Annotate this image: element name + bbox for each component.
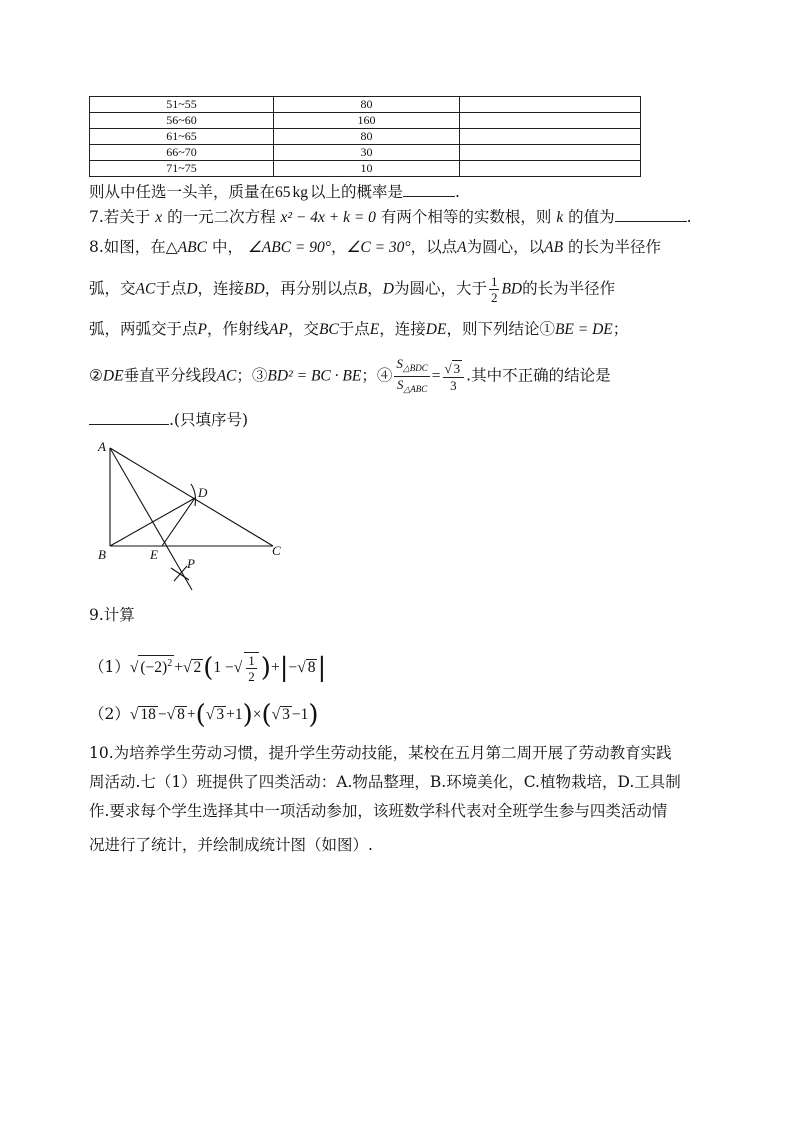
q8-line-1: 8.如图，在△ABC 中， ∠ABC = 90°，∠C = 30°，以点A为圆心，以AB 的长为半径作 <box>89 238 662 256</box>
area-ratio-fraction: $\frac{S_{\triangle BDC}}{S_{\triangle ABC}}$ <box>396 356 428 394</box>
table-row <box>90 113 641 129</box>
table-cell-range: 61~65 <box>90 129 274 145</box>
q10-line-2: 周活动.七（1）班提供了四类活动：A.物品整理，B.环境美化，C.植物栽培，D.工具制 <box>89 773 681 791</box>
weight-frequency-table <box>89 96 641 177</box>
q10-line-1: 10.为培养学生劳动习惯，提升学生劳动技能，某校在五月第二周开展了劳动教育实践 <box>89 744 672 762</box>
table-cell-count: 80 <box>274 129 460 145</box>
table-cell-extra <box>460 145 641 161</box>
answer-blank <box>615 205 687 222</box>
q10-line-4: 况进行了统计，并绘制成统计图（如图）. <box>89 836 373 854</box>
q8-line-2: 弧，交AC于点D，连接BD，再分别以点B，D为圆心，大于 $\frac{1}{2}$ BD的长为半径作 <box>89 274 616 305</box>
table-cell-extra <box>460 113 641 129</box>
segment-AC <box>110 448 273 546</box>
label-B: B <box>98 547 106 562</box>
label-C: C <box>272 543 281 558</box>
q7-text: 7.若关于 x 的一元二次方程 x² − 4x + k = 0 有两个相等的实数根，则 k 的值为 . <box>89 205 692 229</box>
table-row <box>90 161 641 177</box>
q9-part-2: （2）√ 18 −√ 8 +(√ 3 +1)×(√ 3 −1) <box>89 700 319 730</box>
table-cell-range: 51~55 <box>90 97 274 113</box>
label-P: P <box>187 556 195 571</box>
label-A: A <box>98 439 106 454</box>
q10-line-3: 作.要求每个学生选择其中一项活动参加，该班数学科代表对全班学生参与四类活动情 <box>89 802 668 820</box>
q8-line-5: .(只填序号) <box>89 408 248 431</box>
ray-AP <box>110 448 192 590</box>
q8-line-4: ②DE垂直平分线段AC；③BD² = BC · BE；④ $\frac{S_{\triangle BDC}}{S_{\triangle ABC}}$ = $\frac{√ 3}{3}$ .其中不正确的结论是 <box>89 356 611 397</box>
answer-blank <box>403 180 455 197</box>
table-cell-range: 71~75 <box>90 161 274 177</box>
triangle-figure <box>95 437 295 595</box>
table-row <box>90 97 641 113</box>
table-cell-range: 66~70 <box>90 145 274 161</box>
table-cell-count: 160 <box>274 113 460 129</box>
table-cell-count: 80 <box>274 97 460 113</box>
answer-blank <box>89 408 169 425</box>
table-cell-extra <box>460 161 641 177</box>
table-cell-count: 30 <box>274 145 460 161</box>
table-row <box>90 129 641 145</box>
sqrt-half: $\frac{1}{2}$ <box>244 652 259 684</box>
label-E: E <box>150 547 158 562</box>
root3-over-3-fraction: $\frac{√ 3}{3}$ <box>443 360 465 393</box>
table-row <box>90 145 641 161</box>
q6-text: 则从中任选一头羊，质量在65 kg 以上的概率是 . <box>89 180 460 204</box>
table-cell-extra <box>460 97 641 113</box>
q9-title: 9.计算 <box>89 606 135 624</box>
segment-DE <box>162 498 195 546</box>
table-cell-count: 10 <box>274 161 460 177</box>
q9-part-1: （1）√ $(-2)^2$ +√ 2(1 −√ $\frac{1}{2}$ )+|−√ 8| <box>89 653 327 684</box>
label-D: D <box>198 485 208 500</box>
q8-line-3: 弧，两弧交于点P，作射线AP，交BC于点E，连接DE，则下列结论①BE = DE； <box>89 320 629 338</box>
table-cell-extra <box>460 129 641 145</box>
half-fraction: $\frac{1}{2}$ <box>490 274 498 305</box>
table-cell-range: 56~60 <box>90 113 274 129</box>
